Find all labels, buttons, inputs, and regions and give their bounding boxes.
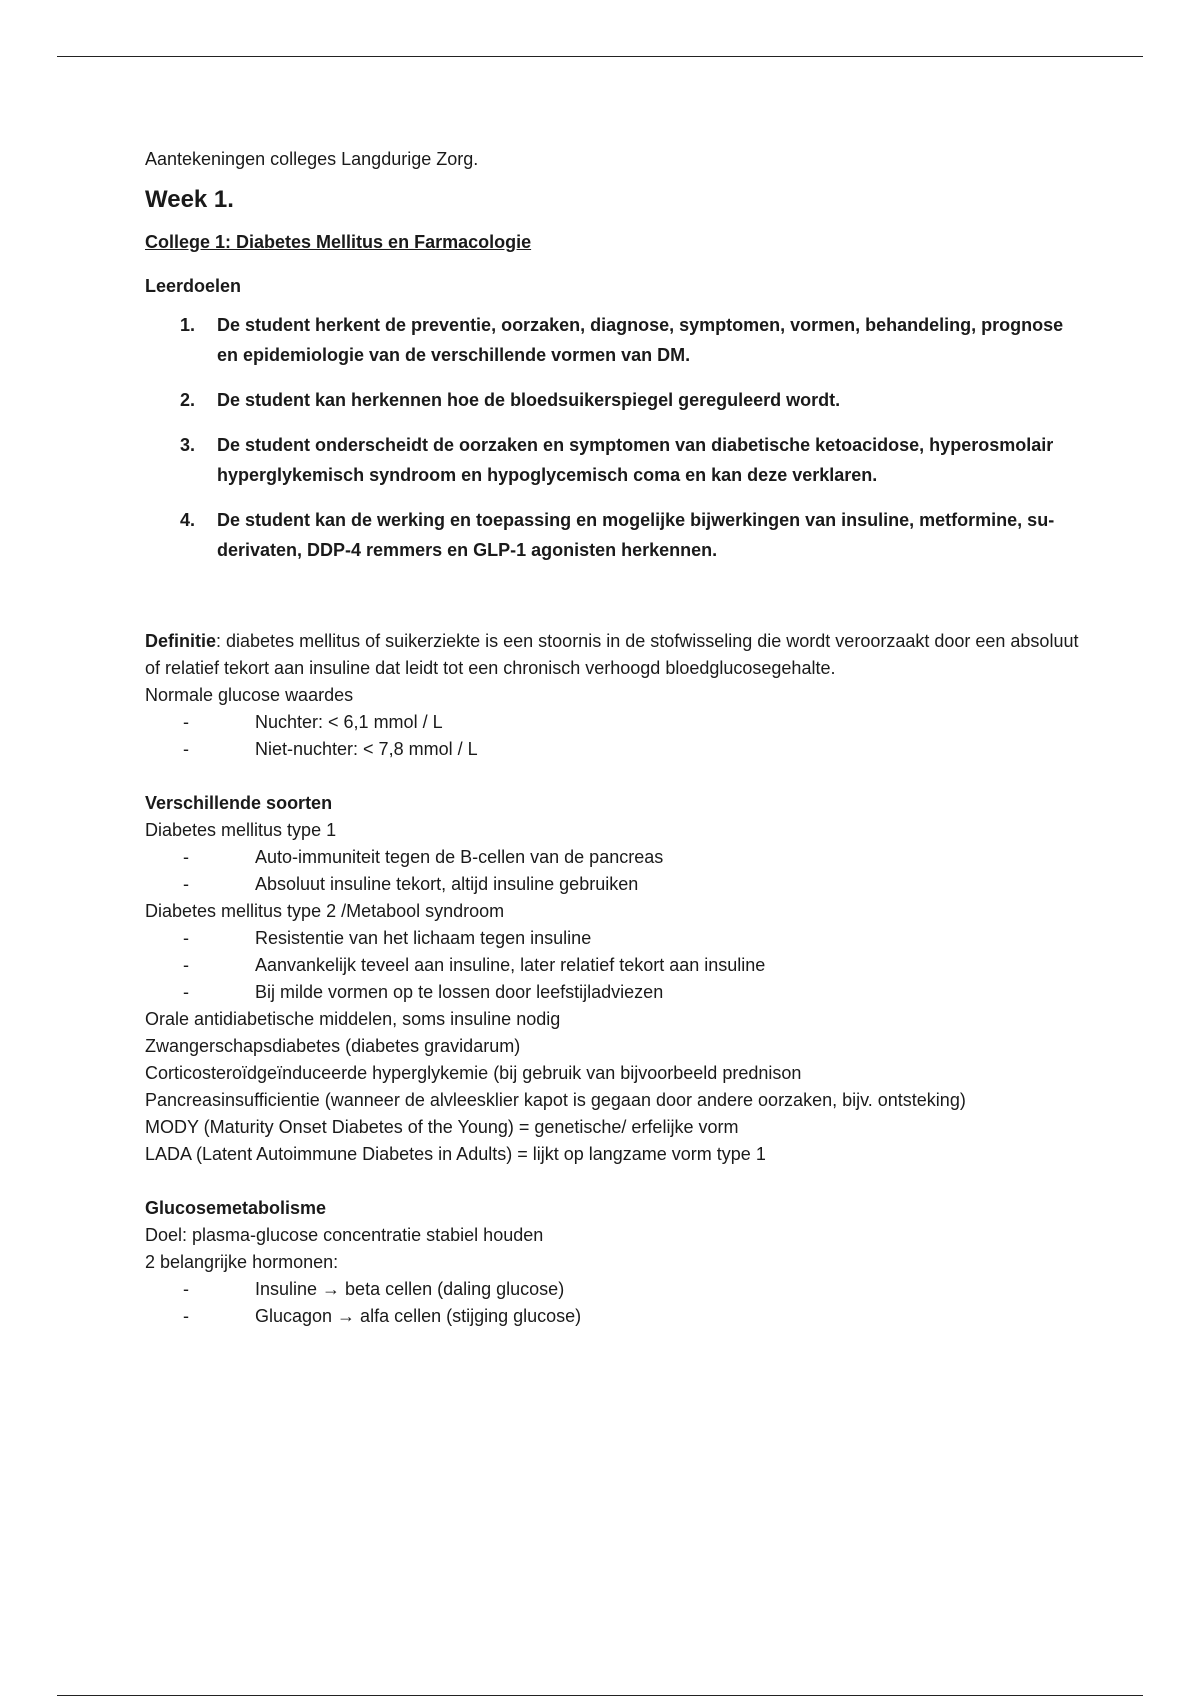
list-item-text: Auto-immuniteit tegen de B-cellen van de pancreas bbox=[255, 847, 664, 867]
dash-bullet: - bbox=[183, 1306, 189, 1326]
glucose-heading: Glucosemetabolisme bbox=[145, 1198, 327, 1218]
list-item bbox=[145, 844, 1085, 871]
list-item bbox=[145, 952, 1085, 979]
dash-bullet: - bbox=[183, 874, 189, 894]
types-heading: Verschillende soorten bbox=[145, 793, 333, 813]
type2-list bbox=[145, 925, 1085, 1006]
types-line: Zwangerschapsdiabetes (diabetes gravidarum) bbox=[145, 1036, 521, 1056]
list-item-text: Absoluut insuline tekort, altijd insuline gebruiken bbox=[255, 874, 639, 894]
list-item-text: Resistentie van het lichaam tegen insuline bbox=[255, 928, 592, 948]
goal-number: 3. bbox=[180, 435, 196, 455]
types-line: Corticosteroïdgeïnduceerde hyperglykemie (bij gebruik van bijvoorbeeld prednison bbox=[145, 1063, 802, 1083]
list-item-text: Glucagon → alfa cellen (stijging glucose) bbox=[255, 1306, 582, 1326]
goal-number: 4. bbox=[180, 510, 196, 530]
glucose-goal: Doel: plasma-glucose concentratie stabiel houden bbox=[145, 1225, 544, 1245]
types-line: LADA (Latent Autoimmune Diabetes in Adults) = lijkt op langzame vorm type 1 bbox=[145, 1144, 766, 1164]
goal-text: De student kan herkennen hoe de bloedsuikerspiegel gereguleerd wordt. bbox=[217, 390, 841, 410]
goal-number: 1. bbox=[180, 315, 196, 335]
top-rule bbox=[57, 56, 1143, 57]
list-item bbox=[145, 871, 1085, 898]
definition-text: : diabetes mellitus of suikerziekte is een stoornis in de stofwisseling die wordt veroorzaakt door een absoluut of relatief tekort aan insuline dat leidt tot een chronisch verhoogd bloedglucosegehalte. bbox=[145, 631, 1079, 678]
goal-number: 2. bbox=[180, 390, 196, 410]
dash-bullet: - bbox=[183, 712, 189, 732]
list-item bbox=[145, 1276, 1085, 1303]
hormones-heading: 2 belangrijke hormonen: bbox=[145, 1252, 339, 1272]
normal-values-list bbox=[145, 709, 1085, 763]
list-item bbox=[145, 736, 1085, 763]
learning-goals-heading: Leerdoelen bbox=[145, 276, 242, 296]
goal-text: De student kan de werking en toepassing en mogelijke bijwerkingen van insuline, metformine, su-derivaten, DDP-4 remmers en GLP-1 agonisten herkennen. bbox=[217, 510, 1055, 560]
learning-goal bbox=[145, 505, 1085, 565]
definition-label: Definitie bbox=[145, 631, 217, 651]
list-item-text: Nuchter: < 6,1 mmol / L bbox=[255, 712, 443, 732]
types-line: Orale antidiabetische middelen, soms insuline nodig bbox=[145, 1009, 561, 1029]
learning-goal bbox=[145, 385, 1085, 415]
dash-bullet: - bbox=[183, 1279, 189, 1299]
dash-bullet: - bbox=[183, 928, 189, 948]
learning-goals-list bbox=[145, 310, 1085, 565]
list-item bbox=[145, 1303, 1085, 1330]
list-item-text: Bij milde vormen op te lossen door leefstijladviezen bbox=[255, 982, 664, 1002]
goal-text: De student herkent de preventie, oorzaken, diagnose, symptomen, vormen, behandeling, prognose en epidemiologie van de verschillende vormen van DM. bbox=[217, 315, 1064, 365]
list-item bbox=[145, 979, 1085, 1006]
type1-list bbox=[145, 844, 1085, 898]
type2-heading: Diabetes mellitus type 2 /Metabool syndroom bbox=[145, 901, 505, 921]
document-subtitle: Aantekeningen colleges Langdurige Zorg. bbox=[145, 149, 479, 169]
dash-bullet: - bbox=[183, 982, 189, 1002]
dash-bullet: - bbox=[183, 739, 189, 759]
list-item-text: Insuline → beta cellen (daling glucose) bbox=[255, 1279, 565, 1299]
normal-values-heading: Normale glucose waardes bbox=[145, 685, 354, 705]
list-item-text: Aanvankelijk teveel aan insuline, later relatief tekort aan insuline bbox=[255, 955, 766, 975]
types-line: Pancreasinsufficientie (wanneer de alvleesklier kapot is gegaan door andere oorzaken, bijv. ontsteking) bbox=[145, 1090, 966, 1110]
bottom-rule bbox=[57, 1695, 1143, 1696]
learning-goal bbox=[145, 310, 1085, 370]
type1-heading: Diabetes mellitus type 1 bbox=[145, 820, 337, 840]
dash-bullet: - bbox=[183, 847, 189, 867]
learning-goal bbox=[145, 430, 1085, 490]
week-heading: Week 1. bbox=[145, 186, 234, 213]
college-heading: College 1: Diabetes Mellitus en Farmacologie bbox=[145, 232, 532, 252]
list-item-text: Niet-nuchter: < 7,8 mmol / L bbox=[255, 739, 478, 759]
hormones-list bbox=[145, 1276, 1085, 1330]
list-item bbox=[145, 709, 1085, 736]
document-body bbox=[145, 146, 1085, 1330]
list-item bbox=[145, 925, 1085, 952]
types-line: MODY (Maturity Onset Diabetes of the Young) = genetische/ erfelijke vorm bbox=[145, 1117, 739, 1137]
goal-text: De student onderscheidt de oorzaken en symptomen van diabetische ketoacidose, hyperosmolair hyperglykemisch syndroom en hypoglycemisch coma en kan deze verklaren. bbox=[217, 435, 1054, 485]
dash-bullet: - bbox=[183, 955, 189, 975]
definition-paragraph bbox=[145, 628, 1085, 682]
